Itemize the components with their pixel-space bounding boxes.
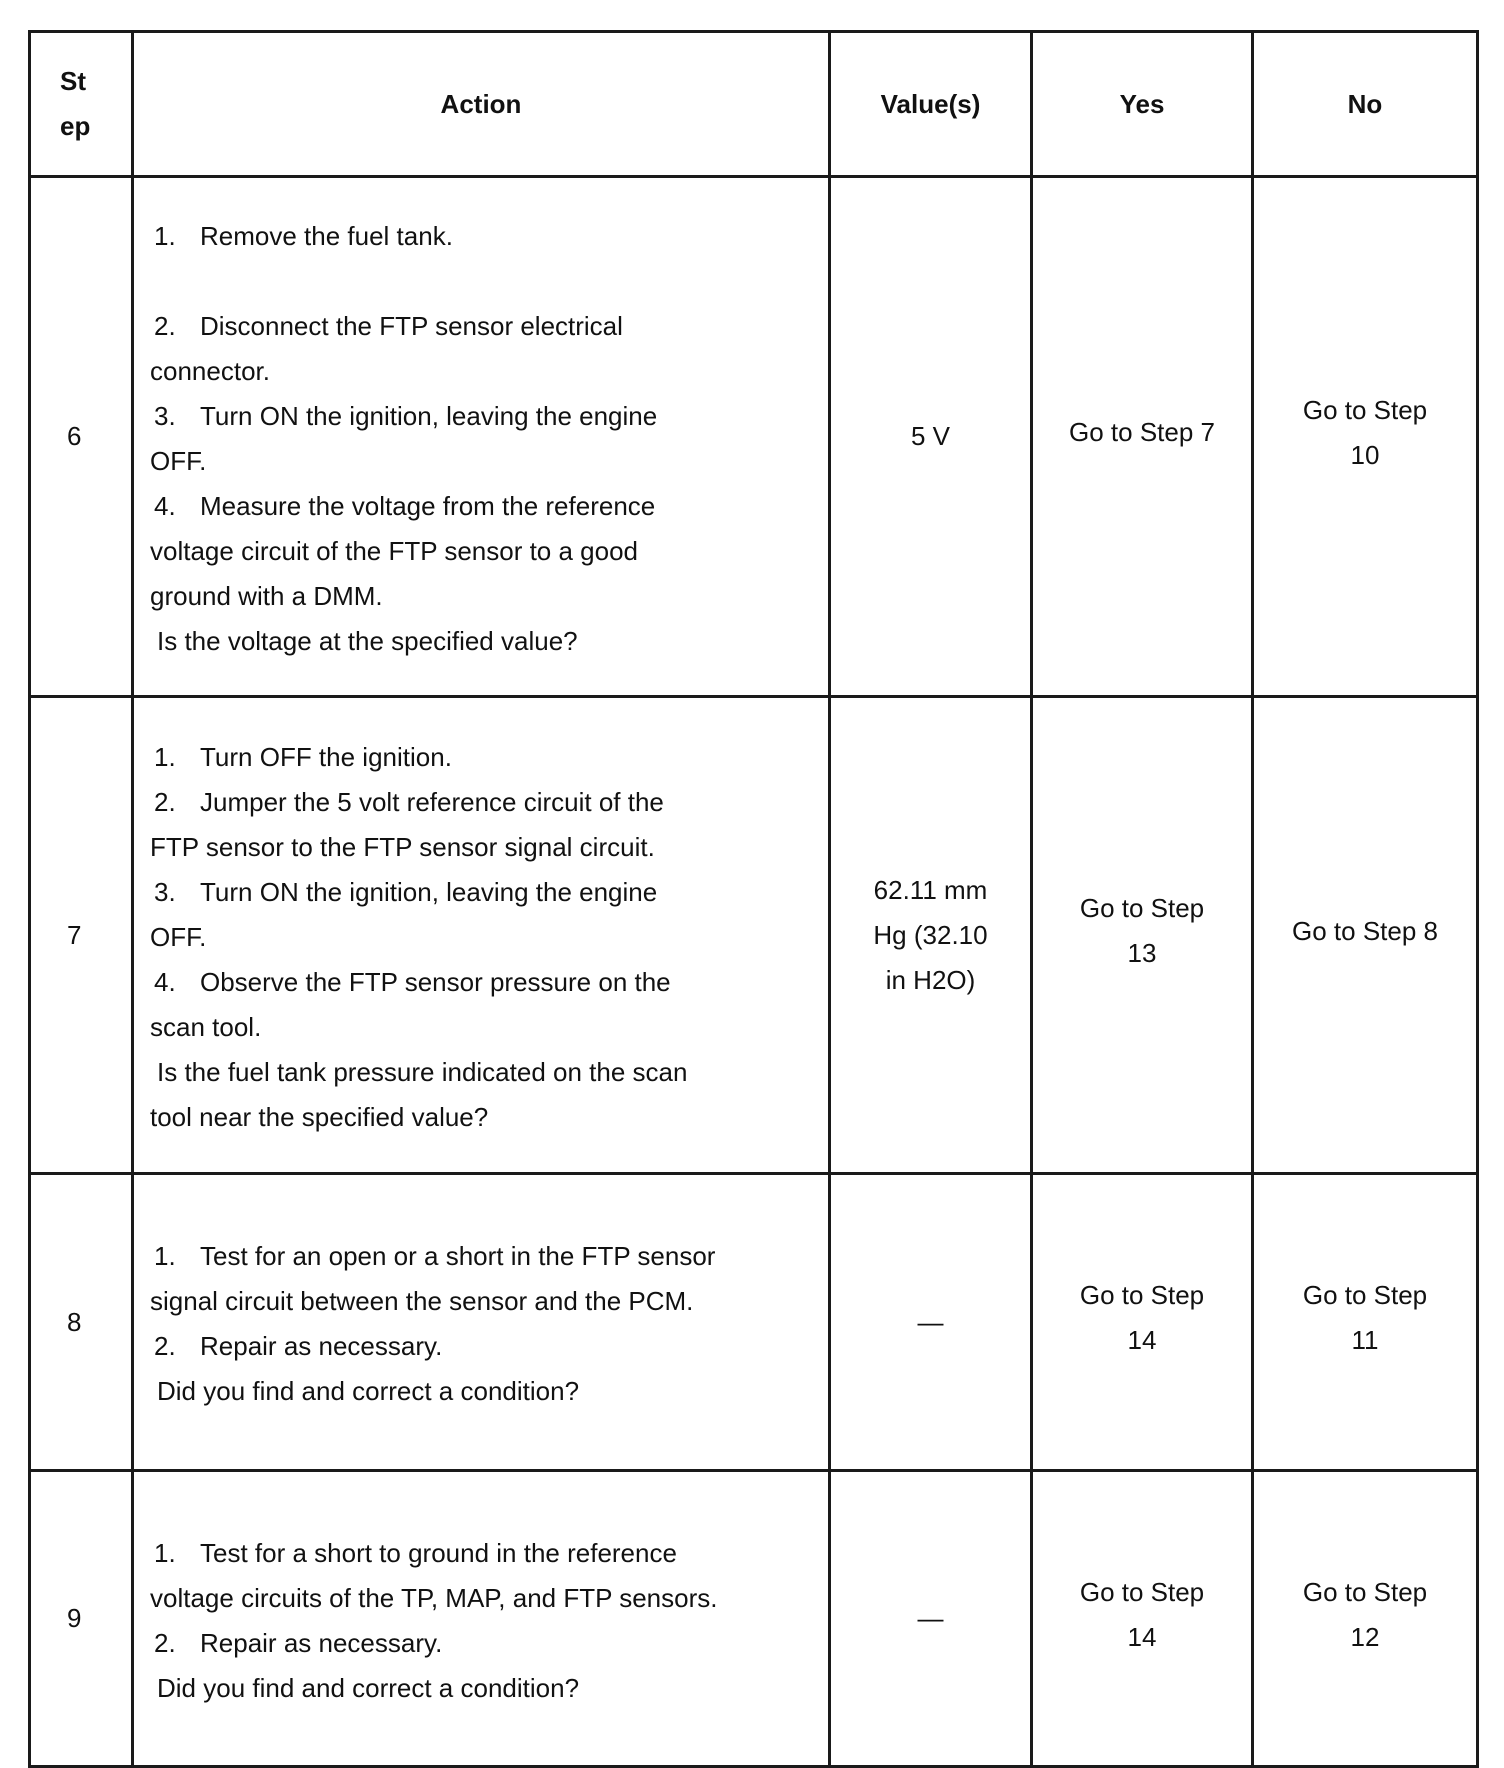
action-step-cont: scan tool.	[150, 1011, 262, 1042]
action-step: 1. Remove the fuel tank.	[154, 220, 453, 251]
table-row	[30, 1174, 1478, 1471]
no-cell: Go to Step 8	[1253, 697, 1478, 1174]
action-step: 2. Repair as necessary.	[154, 1331, 443, 1361]
yes-cell: Go to Step 7	[1032, 177, 1253, 697]
action-step: 2. Disconnect the FTP sensor electrical	[154, 310, 623, 341]
table-row	[30, 1471, 1478, 1767]
table-row	[30, 697, 1478, 1174]
no-cell: Go to Step 12	[1253, 1471, 1478, 1767]
table-row	[30, 177, 1478, 697]
action-step: 3. Turn ON the ignition, leaving the engine	[154, 876, 658, 907]
header-values: Value(s)	[830, 32, 1032, 177]
header-action: Action	[133, 32, 830, 177]
value-cell: —	[830, 1471, 1032, 1767]
header-step: St ep	[30, 32, 133, 177]
step-number: 9	[30, 1471, 133, 1767]
action-step: 1. Test for a short to ground in the reference	[154, 1537, 677, 1568]
action-question: Is the voltage at the specified value?	[157, 625, 578, 656]
action-question: Is the fuel tank pressure indicated on the scan tool near the specified value?	[150, 1056, 688, 1132]
action-step-cont: voltage circuit of the FTP sensor to a good	[150, 535, 639, 566]
action-step: 2. Repair as necessary.	[154, 1627, 443, 1658]
header-no: No	[1253, 32, 1478, 177]
action-cell	[133, 1471, 830, 1767]
action-step: 2. Jumper the 5 volt reference circuit of the	[154, 786, 664, 817]
action-step-cont: voltage circuits of the TP, MAP, and FTP sensors.	[150, 1582, 718, 1613]
yes-cell: Go to Step 14	[1032, 1471, 1253, 1767]
step-number: 6	[30, 177, 133, 697]
diagnostic-table	[28, 30, 1479, 1768]
action-step: 4. Observe the FTP sensor pressure on the	[154, 966, 671, 997]
action-cell	[133, 697, 830, 1174]
action-step-cont: OFF.	[150, 445, 207, 476]
action-step-cont: OFF.	[150, 921, 207, 952]
value-cell: 62.11 mm Hg (32.10 in H2O)	[830, 697, 1032, 1174]
action-step-cont: signal circuit between the sensor and the PCM.	[150, 1286, 694, 1316]
action-step-cont: FTP sensor to the FTP sensor signal circuit.	[150, 831, 655, 862]
step-number: 7	[30, 697, 133, 1174]
action-step: 4. Measure the voltage from the reference	[154, 490, 656, 521]
action-step-cont: connector.	[150, 355, 270, 386]
action-question: Did you find and correct a condition?	[157, 1672, 580, 1703]
action-step: 1. Turn OFF the ignition.	[154, 741, 452, 772]
value-cell: —	[830, 1174, 1032, 1471]
action-cell	[133, 177, 830, 697]
yes-cell: Go to Step 14	[1032, 1174, 1253, 1471]
action-step: 3. Turn ON the ignition, leaving the engine	[154, 400, 658, 431]
yes-cell: Go to Step 13	[1032, 697, 1253, 1174]
step-number: 8	[30, 1174, 133, 1471]
header-yes: Yes	[1032, 32, 1253, 177]
header-row	[30, 32, 1478, 177]
no-cell: Go to Step 11	[1253, 1174, 1478, 1471]
value-cell: 5 V	[830, 177, 1032, 697]
no-cell: Go to Step 10	[1253, 177, 1478, 697]
action-step: 1. Test for an open or a short in the FTP sensor	[154, 1241, 716, 1271]
action-step-cont: ground with a DMM.	[150, 580, 383, 611]
action-question: Did you find and correct a condition?	[157, 1376, 580, 1406]
action-cell	[133, 1174, 830, 1471]
